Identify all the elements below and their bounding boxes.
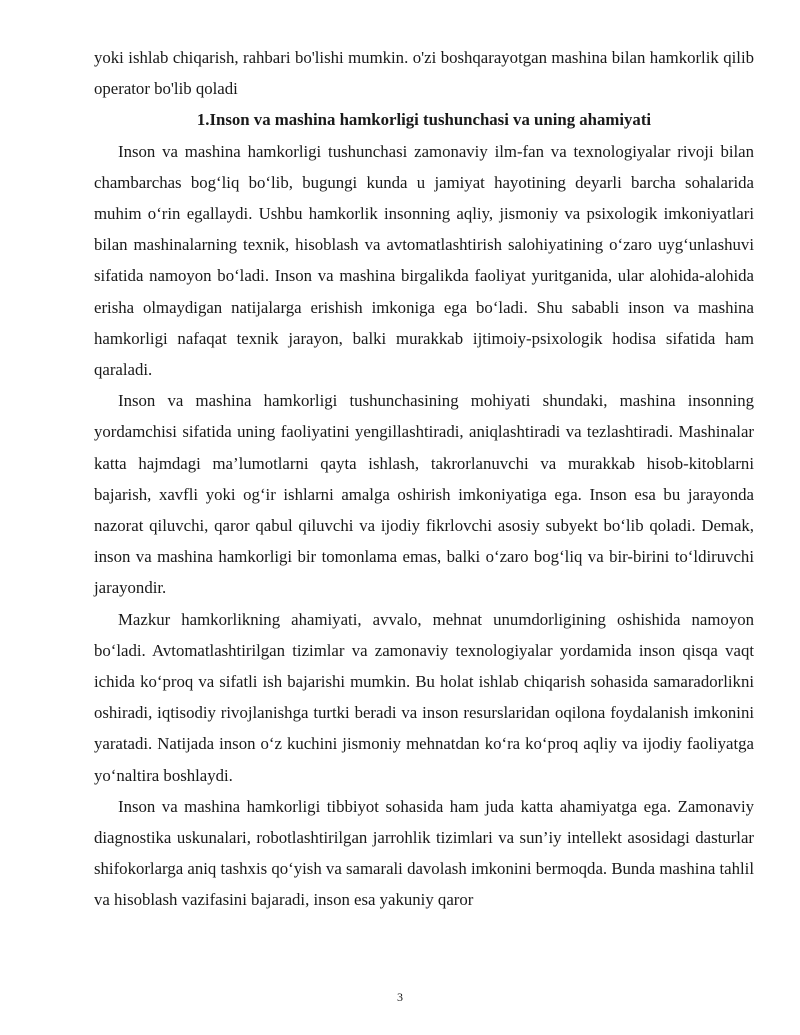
body-paragraph: Inson va mashina hamkorligi tibbiyot sohasida ham juda katta ahamiyatga ega. Zamonaviy diagnostika uskunalari, robotlashtirilgan jarrohlik tizimlari va sun’iy intellekt asosidagi dasturlar shifokorlarga aniq tashxis qo‘yish va samarali davolash imkonini bermoqda. Bunda mashina tahlil va hisoblash vazifasini bajaradi, inson esa yakuniy qaror (94, 796, 754, 910)
body-paragraph: Inson va mashina hamkorligi tushunchasining mohiyati shundaki, mashina insonning yordamchisi sifatida uning faoliyatini yengillashtiradi, aniqlashtiradi va tezlashtiradi. Mashinalar katta hajmdagi ma’lumotlarni qayta ishlash, takrorlanuvchi va murakkab hisob-kitoblarni bajarish, xavfli yoki og‘ir ishlarni amalga oshirish imkoniyatiga ega. Inson esa bu jarayonda nazorat qiluvchi, qaror qabul qiluvchi va ijodiy fikrlovchi asosiy subyekt bo‘lib qoladi. Demak, inson va mashina hamkorligi bir tomonlama emas, balki o‘zaro bog‘liq va bir-birini to‘ldiruvchi jarayondir. (94, 391, 754, 598)
page-number: 3 (397, 990, 403, 1004)
body-paragraph: Inson va mashina hamkorligi tushunchasi zamonaviy ilm-fan va texnologiyalar rivoji bilan chambarchas bog‘liq bo‘lib, bugungi kunda u jamiyat hayotining deyarli barcha sohalarida muhim o‘rin egallaydi. Ushbu hamkorlik insonning aqliy, jismoniy va psixologik imkoniyatlari bilan mashinalarning texnik, hisoblash va avtomatlashtirish salohiyatining o‘zaro uyg‘unlashuvi sifatida namoyon bo‘ladi. Inson va mashina birgalikda faoliyat yuritganida, ular alohida-alohida erisha olmaydigan natijalarga erishish imkoniga ega bo‘ladi. Shu sababli inson va mashina hamkorligi nafaqat texnik jarayon, balki murakkab ijtimoiy-psixologik hodisa sifatida ham qaraladi. (94, 141, 754, 380)
intro-paragraph: yoki ishlab chiqarish, rahbari bo'lishi mumkin. o'zi boshqarayotgan mashina bilan hamkorlik qilib operator bo'lib qoladi (94, 48, 754, 99)
page-content (94, 42, 754, 916)
section-heading: 1.Inson va mashina hamkorligi tushunchasi va uning ahamiyati (196, 110, 652, 130)
body-paragraph: Mazkur hamkorlikning ahamiyati, avvalo, mehnat unumdorligining oshishida namoyon bo‘ladi. Avtomatlashtirilgan tizimlar va zamonaviy texnologiyalar yordamida inson qisqa vaqt ichida ko‘proq va sifatli ish bajarishi mumkin. Bu holat ishlab chiqarish sohasida samaradorlikni oshiradi, iqtisodiy rivojlanishga turtki beradi va inson resurslaridan oqilona foydalanish imkonini yaratadi. Natijada inson o‘z kuchini jismoniy mehnatdan ko‘ra ko‘proq aqliy va ijodiy faoliyatga yo‘naltira boshlaydi. (94, 609, 754, 785)
